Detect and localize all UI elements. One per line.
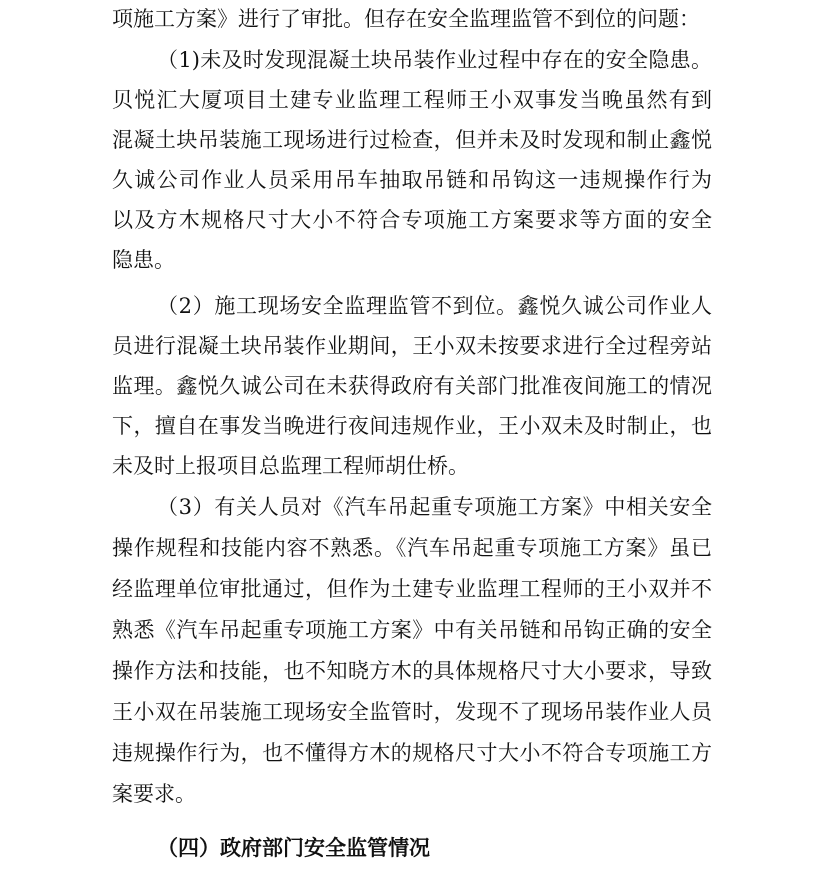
paragraph-3-line: 熟悉《汽车吊起重专项施工方案》中有关吊链和吊钩正确的安全: [112, 618, 712, 642]
paragraph-3-line: 操作方法和技能，也不知晓方木的具体规格尺寸大小要求，导致: [112, 659, 712, 683]
paragraph-3-line: 操作规程和技能内容不熟悉。《汽车吊起重专项施工方案》虽已: [112, 536, 712, 560]
paragraph-3-line: （3）有关人员对《汽车吊起重专项施工方案》中相关安全: [157, 495, 712, 519]
paragraph-2-line: （2）施工现场安全监理监管不到位。鑫悦久诚公司作业人: [157, 294, 712, 318]
paragraph-1-line: （1)未及时发现混凝土块吊装作业过程中存在的安全隐患。: [157, 48, 712, 72]
paragraph-3-line: 案要求。: [112, 782, 196, 806]
paragraph-3-line: 经监理单位审批通过，但作为土建专业监理工程师的王小双并不: [112, 577, 712, 601]
paragraph-2-line: 未及时上报项目总监理工程师胡仕桥。: [112, 454, 469, 478]
paragraph-1-line: 以及方木规格尺寸大小不符合专项施工方案要求等方面的安全: [112, 208, 712, 232]
paragraph-1-line: 久诚公司作业人员采用吊车抽取吊链和吊钩这一违规操作行为: [112, 168, 712, 192]
section-heading: （四）政府部门安全监管情况: [157, 836, 430, 860]
paragraph-intro-line: 项施工方案》进行了审批。但存在安全监理监管不到位的问题：: [112, 7, 700, 31]
paragraph-1-line: 贝悦汇大厦项目土建专业监理工程师王小双事发当晚虽然有到: [112, 88, 712, 112]
paragraph-1-line: 混凝土块吊装施工现场进行过检查，但并未及时发现和制止鑫悦: [112, 128, 712, 152]
paragraph-2-line: 监理。鑫悦久诚公司在未获得政府有关部门批准夜间施工的情况: [112, 374, 712, 398]
paragraph-2-line: 员进行混凝土块吊装作业期间，王小双未按要求进行全过程旁站: [112, 334, 712, 358]
paragraph-3-line: 王小双在吊装施工现场安全监管时，发现不了现场吊装作业人员: [112, 700, 712, 724]
paragraph-1-line: 隐患。: [112, 248, 175, 272]
paragraph-2-line: 下，擅自在事发当晚进行夜间违规作业，王小双未及时制止，也: [112, 414, 712, 438]
paragraph-3-line: 违规操作行为，也不懂得方木的规格尺寸大小不符合专项施工方: [112, 741, 712, 765]
